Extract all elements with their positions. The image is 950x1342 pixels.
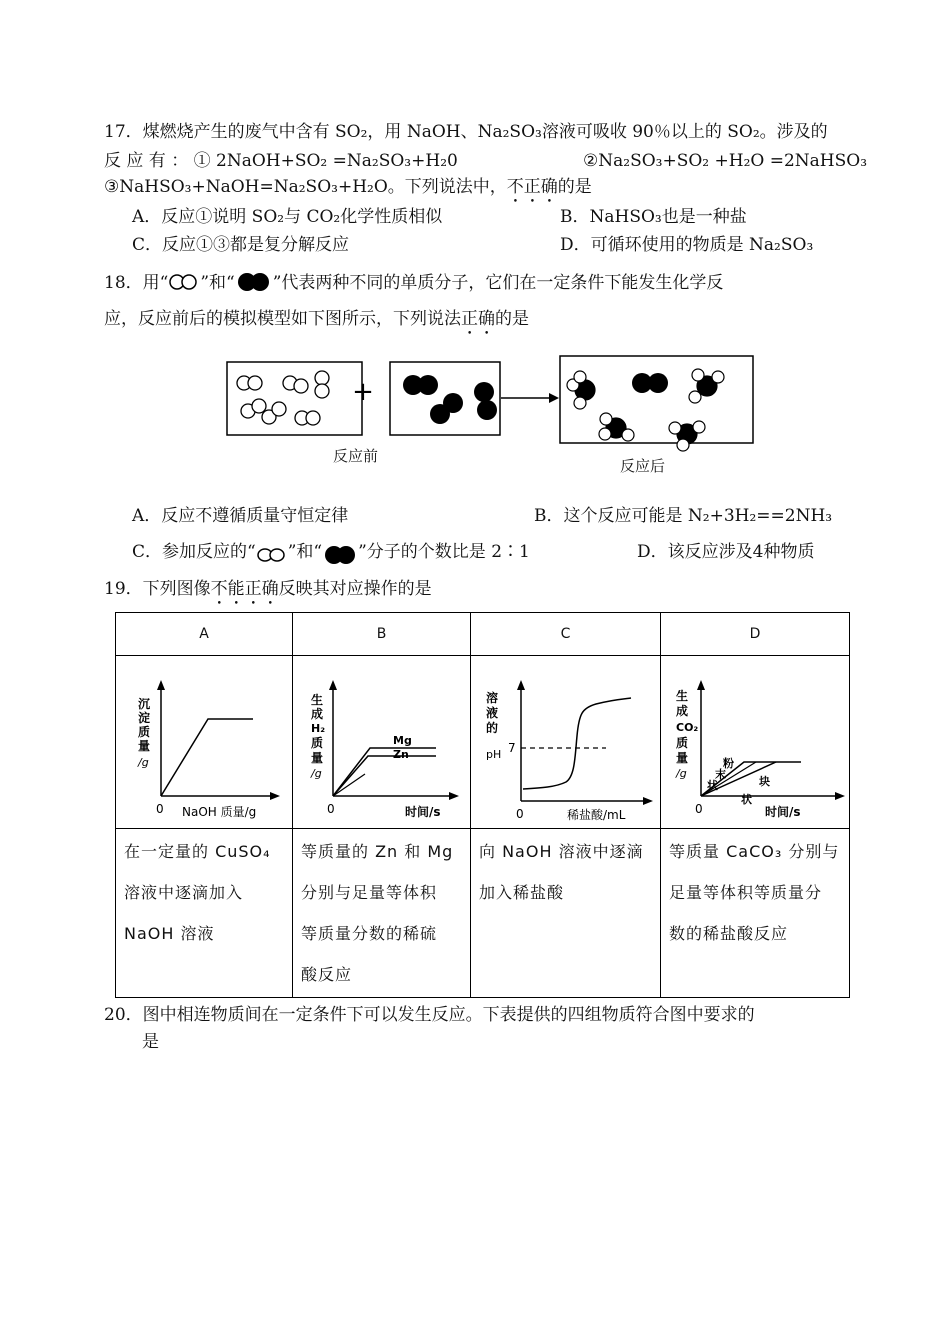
q19-stem-pre: 19．下列图像 — [104, 579, 211, 599]
graph-d-origin: 0 — [695, 802, 703, 816]
graph-a-ylabel-2: 淀 — [138, 711, 151, 725]
description-b-line: 等质量的 Zn 和 Mg — [301, 842, 454, 861]
white-molecule-icon — [256, 545, 288, 563]
graph-c-ylabel-3: 的 — [486, 721, 499, 735]
q17-stem-line2a: 反 应 有 ： ① 2NaOH+SO₂ =Na₂SO₃+H₂0 — [104, 151, 458, 171]
q17-stem-line3 — [104, 176, 592, 207]
description-d-line: 足量等体积等质量分 — [669, 883, 823, 902]
graph-a-origin: 0 — [156, 802, 164, 816]
q17-option-a: A．反应①说明 SO₂与 CO₂化学性质相似 — [132, 207, 443, 227]
description-c-line: 加入稀盐酸 — [479, 883, 565, 902]
graph-d-powder-label-3: 状 — [707, 779, 718, 792]
graph-b-origin: 0 — [327, 802, 335, 816]
graph-b-mg-label: Mg — [393, 734, 412, 747]
description-b-line: 等质量分数的稀硫 — [301, 924, 438, 943]
description-d — [661, 829, 850, 998]
q17-emphasis: 不正确 — [506, 177, 558, 197]
q19-stem — [104, 578, 432, 609]
description-a-line: NaOH 溶液 — [124, 924, 215, 943]
graph-d-cell — [661, 656, 850, 829]
plus-sign: + — [352, 377, 374, 407]
graph-d-block-label-1: 块 — [759, 775, 770, 788]
graph-c-cell — [471, 656, 661, 829]
graph-c-ylabel-1: 溶 — [486, 691, 499, 705]
description-d-line: 数的稀盐酸反应 — [669, 924, 789, 943]
q19-table — [115, 612, 850, 998]
q18-option-b: B．这个反应可能是 N₂+3H₂==2NH₃ — [534, 506, 833, 526]
graph-c-origin: 0 — [516, 807, 524, 821]
q20-stem-line1: 20．图中相连物质间在一定条件下可以发生反应。下表提供的四组物质符合图中要求的 — [104, 1005, 755, 1025]
graph-d-ylabel-1: 生 — [676, 689, 689, 703]
graph-b-ylabel-1: 生 — [311, 693, 324, 707]
black-molecule-icon — [322, 543, 358, 565]
graph-d-ylabel-2: 成 — [676, 704, 689, 718]
q18-stem-part-b: ”和“ — [200, 273, 235, 293]
description-d-line: 等质量 CaCO₃ 分别与 — [669, 842, 840, 861]
description-c-line: 向 NaOH 溶液中逐滴 — [479, 842, 644, 861]
graph-a-curve — [161, 719, 253, 796]
graph-b-ylabel-3: H₂ — [311, 722, 326, 735]
graph-a-ylabel-4: 量 — [138, 739, 151, 753]
q18-emphasis: 正确 — [461, 309, 495, 329]
header-d: D — [661, 613, 850, 656]
q18-option-c-part-a: C．参加反应的“ — [132, 542, 256, 562]
graph-c-xlabel: 稀盐酸/mL — [567, 808, 626, 822]
q17-option-c: C．反应①③都是复分解反应 — [132, 235, 350, 255]
graph-b-ylabel-2: 成 — [311, 707, 324, 721]
q18-option-d: D．该反应涉及4种物质 — [637, 542, 815, 562]
q20-stem-line2: 是 — [142, 1032, 159, 1052]
q17-stem-line1: 17．煤燃烧产生的废气中含有 SO₂，用 NaOH、Na₂SO₃溶液可吸收 90％以上的 SO₂。涉及的 — [104, 122, 828, 142]
q18-option-c-part-b: ”和“ — [287, 542, 323, 562]
graph-d-ylabel-3: CO₂ — [676, 721, 699, 734]
graph-a-cell — [116, 656, 293, 829]
q17-stem-line3-pre: ③NaHSO₃+NaOH=Na₂SO₃+H₂O。下列说法中， — [104, 177, 507, 197]
description-a — [116, 829, 293, 998]
graph-b-xlabel: 时间/s — [405, 805, 441, 819]
graph-b-zn-label: Zn — [393, 748, 409, 761]
description-b-line: 分别与足量等体积 — [301, 883, 438, 902]
q18-option-c-part-c: ”分子的个数比是 2∶1 — [358, 542, 530, 562]
description-b — [293, 829, 471, 998]
graph-c-ylabel-4: pH — [486, 748, 502, 761]
q18-stem-part-c: ”代表两种不同的单质分子，它们在一定条件下能发生化学反 — [272, 273, 724, 293]
graph-d-block-label-2: 状 — [741, 793, 752, 806]
graph-c-curve — [523, 698, 631, 789]
q19-stem-post: 反映其对应操作的是 — [278, 579, 432, 599]
graph-d-ylabel-6: /g — [676, 767, 687, 780]
graph-c — [471, 656, 661, 824]
graph-b-ylabel-5: 量 — [311, 751, 324, 765]
graph-d-powder-label-2: 末 — [715, 768, 726, 781]
graph-d-powder-label-1: 粉 — [723, 757, 734, 770]
graph-a-xlabel: NaOH 质量/g — [182, 805, 257, 819]
reaction-diagram — [222, 352, 762, 452]
graph-a-ylabel-5: /g — [138, 756, 149, 769]
q18-stem-line1 — [104, 272, 723, 294]
graph-a — [116, 656, 293, 824]
q18-stem-part-a: 18．用“ — [104, 273, 169, 293]
graph-b-cell — [293, 656, 471, 829]
graph-a-ylabel-1: 沉 — [138, 697, 151, 711]
q18-option-a: A．反应不遵循质量守恒定律 — [132, 506, 349, 526]
description-a-line: 在一定量的 CuSO₄ — [124, 842, 271, 861]
q17-option-b: B．NaHSO₃也是一种盐 — [560, 207, 747, 227]
q17-option-d: D．可循环使用的物质是 Na₂SO₃ — [560, 235, 814, 255]
graph-b — [293, 656, 471, 824]
graph-b-ylabel-6: /g — [311, 767, 322, 780]
black-molecule-icon — [235, 272, 273, 292]
q18-stem-line2 — [104, 308, 529, 339]
description-a-line: 溶液中逐滴加入 — [124, 883, 244, 902]
header-c: C — [471, 613, 661, 656]
graph-c-ylabel-2: 液 — [486, 706, 499, 720]
graph-b-ylabel-4: 质 — [311, 736, 324, 750]
description-c — [471, 829, 661, 998]
q18-stem-line2-post: 的是 — [495, 309, 529, 329]
q17-stem-line3-post: 的是 — [557, 177, 592, 197]
graph-d-xlabel: 时间/s — [765, 805, 801, 819]
q19-emphasis: 不能正确 — [210, 579, 279, 599]
q18-option-c — [132, 541, 530, 565]
graph-d-ylabel-5: 量 — [676, 751, 689, 765]
graph-c-ref-7: 7 — [508, 741, 516, 755]
description-b-line: 酸反应 — [301, 965, 353, 984]
graph-d — [661, 656, 850, 824]
q18-stem-line2-pre: 应，反应前后的模拟模型如下图所示，下列说法 — [104, 309, 461, 329]
graph-d-ylabel-4: 质 — [676, 736, 689, 750]
white-molecule-icon — [168, 273, 200, 291]
header-b: B — [293, 613, 471, 656]
header-a: A — [116, 613, 293, 656]
label-after-reaction: 反应后 — [620, 457, 666, 475]
q17-stem-line2b: ②Na₂SO₃+SO₂ +H₂O =2NaHSO₃ — [583, 151, 868, 171]
label-before-reaction: 反应前 — [333, 447, 379, 465]
graph-b-zn-line — [333, 748, 436, 796]
graph-a-ylabel-3: 质 — [138, 725, 151, 739]
before-box-white — [227, 362, 362, 435]
